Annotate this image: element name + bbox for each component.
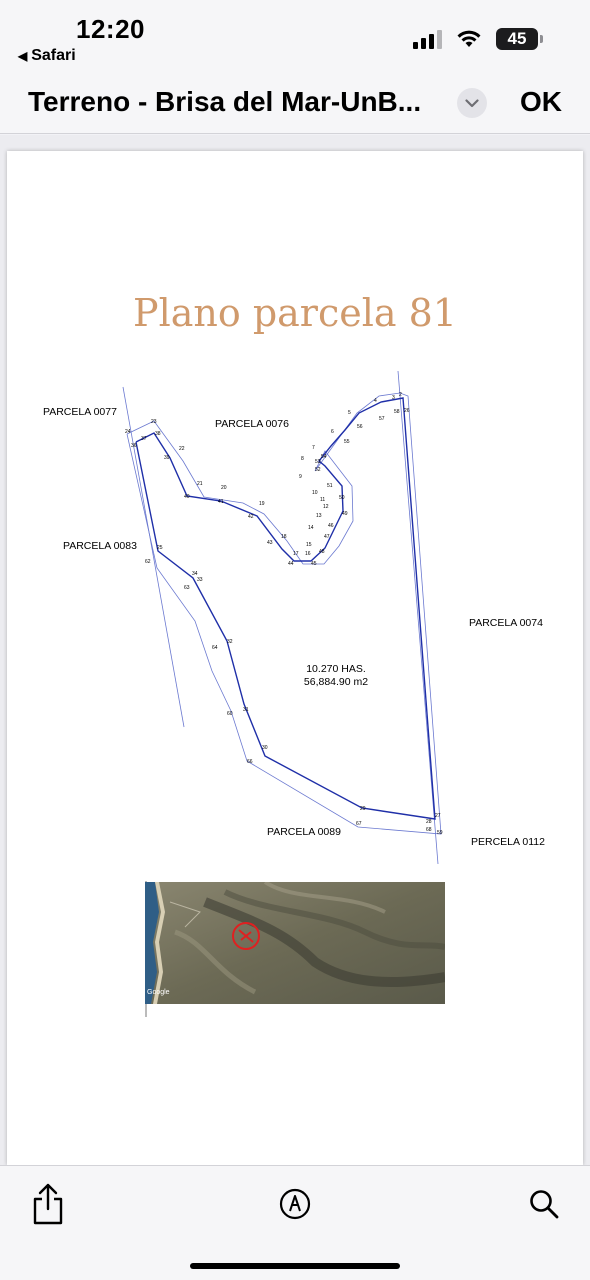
svg-text:30: 30 (262, 745, 268, 751)
home-indicator[interactable] (190, 1263, 400, 1269)
label-parcela-0076: PARCELA 0076 (215, 418, 289, 430)
svg-text:20: 20 (221, 485, 227, 491)
svg-text:15: 15 (306, 542, 312, 548)
svg-text:43: 43 (267, 540, 273, 546)
svg-text:12: 12 (323, 504, 329, 510)
svg-text:45: 45 (311, 561, 317, 567)
cellular-signal-icon (413, 29, 442, 49)
svg-text:24: 24 (125, 429, 131, 435)
parcel-outer-boundary (127, 393, 441, 834)
label-parcela-0074: PARCELA 0074 (469, 617, 543, 629)
svg-text:36: 36 (131, 443, 137, 449)
svg-text:27: 27 (435, 813, 441, 819)
svg-text:31: 31 (243, 707, 249, 713)
svg-text:11: 11 (320, 497, 326, 503)
done-button[interactable]: OK (520, 86, 562, 117)
back-to-app[interactable] (18, 47, 76, 65)
svg-text:55: 55 (344, 439, 350, 445)
svg-text:2: 2 (399, 392, 402, 398)
svg-text:48: 48 (319, 549, 325, 555)
area-square-meters: 56,884.90 m2 (303, 676, 369, 688)
svg-text:68: 68 (426, 827, 432, 833)
status-indicators (413, 28, 538, 50)
svg-text:57: 57 (379, 416, 385, 422)
label-parcela-0083: PARCELA 0083 (63, 540, 137, 552)
label-percela-0112: PERCELA 0112 (471, 836, 545, 848)
svg-text:13: 13 (316, 513, 322, 519)
svg-text:9: 9 (299, 474, 302, 480)
svg-text:60: 60 (227, 711, 233, 717)
svg-text:52: 52 (315, 467, 321, 473)
svg-text:21: 21 (197, 481, 203, 487)
svg-text:39: 39 (164, 455, 170, 461)
svg-text:54: 54 (321, 454, 327, 460)
share-button[interactable] (28, 1182, 68, 1226)
svg-text:10: 10 (312, 490, 318, 496)
status-time: 12:20 (76, 14, 145, 44)
svg-text:67: 67 (356, 821, 362, 827)
svg-text:26: 26 (404, 408, 410, 414)
document-page (7, 151, 583, 1165)
satellite-terrain (145, 882, 445, 1004)
plan-title: Plano parcela 81 (133, 291, 457, 335)
wifi-icon (456, 29, 482, 49)
battery-icon: 45 (496, 28, 538, 50)
markup-button[interactable] (275, 1182, 315, 1226)
svg-text:8: 8 (301, 456, 304, 462)
navigation-bar (0, 74, 590, 134)
parcel-plan-drawing (7, 151, 583, 1165)
map-attribution: Google (147, 989, 170, 996)
svg-text:33: 33 (197, 577, 203, 583)
svg-text:25: 25 (157, 545, 163, 551)
svg-text:62: 62 (145, 559, 151, 565)
svg-text:19: 19 (259, 501, 265, 507)
markup-icon (278, 1187, 312, 1221)
svg-text:56: 56 (357, 424, 363, 430)
svg-text:40: 40 (184, 494, 190, 500)
svg-text:63: 63 (184, 585, 190, 591)
svg-text:66: 66 (247, 759, 253, 765)
svg-text:64: 64 (212, 645, 218, 651)
svg-text:47: 47 (324, 534, 330, 540)
reference-line-right (398, 371, 438, 864)
back-arrow-icon: ◀ (18, 49, 28, 63)
vertex-numbers (125, 392, 443, 836)
svg-text:5: 5 (348, 410, 351, 416)
bottom-toolbar (0, 1165, 590, 1280)
label-parcela-0077: PARCELA 0077 (43, 406, 117, 418)
back-app-label: Safari (31, 47, 76, 64)
satellite-map-image (145, 882, 445, 1004)
document-title: Terreno - Brisa del Mar-UnB... (28, 86, 422, 117)
svg-text:18: 18 (281, 534, 287, 540)
svg-text:46: 46 (328, 523, 334, 529)
svg-text:16: 16 (305, 551, 311, 557)
document-viewer[interactable] (0, 135, 590, 1165)
svg-text:50: 50 (339, 495, 345, 501)
svg-text:17: 17 (293, 551, 299, 557)
parcel-main-boundary (136, 398, 435, 819)
svg-text:41: 41 (218, 499, 224, 505)
svg-text:14: 14 (308, 525, 314, 531)
area-hectares: 10.270 HAS. (306, 663, 366, 675)
svg-text:53: 53 (315, 459, 321, 465)
status-bar (0, 0, 590, 74)
svg-text:22: 22 (179, 446, 185, 452)
svg-text:7: 7 (312, 445, 315, 451)
svg-text:59: 59 (437, 830, 443, 836)
svg-text:3: 3 (392, 395, 395, 401)
svg-text:28: 28 (426, 819, 432, 825)
svg-text:42: 42 (248, 514, 254, 520)
search-icon (528, 1188, 560, 1220)
svg-text:58: 58 (394, 409, 400, 415)
chevron-down-icon[interactable] (457, 88, 487, 118)
svg-text:6: 6 (331, 429, 334, 435)
svg-text:44: 44 (288, 561, 294, 567)
svg-text:49: 49 (342, 511, 348, 517)
share-icon (31, 1183, 65, 1225)
svg-text:51: 51 (327, 483, 333, 489)
svg-text:38: 38 (155, 431, 161, 437)
svg-text:29: 29 (360, 806, 366, 812)
reference-line-left (123, 387, 184, 727)
svg-text:4: 4 (374, 398, 377, 404)
search-button[interactable] (524, 1182, 564, 1226)
label-parcela-0089: PARCELA 0089 (267, 826, 341, 838)
svg-text:23: 23 (151, 419, 157, 425)
svg-text:37: 37 (141, 436, 147, 442)
svg-text:32: 32 (227, 639, 233, 645)
svg-text:34: 34 (192, 571, 198, 577)
